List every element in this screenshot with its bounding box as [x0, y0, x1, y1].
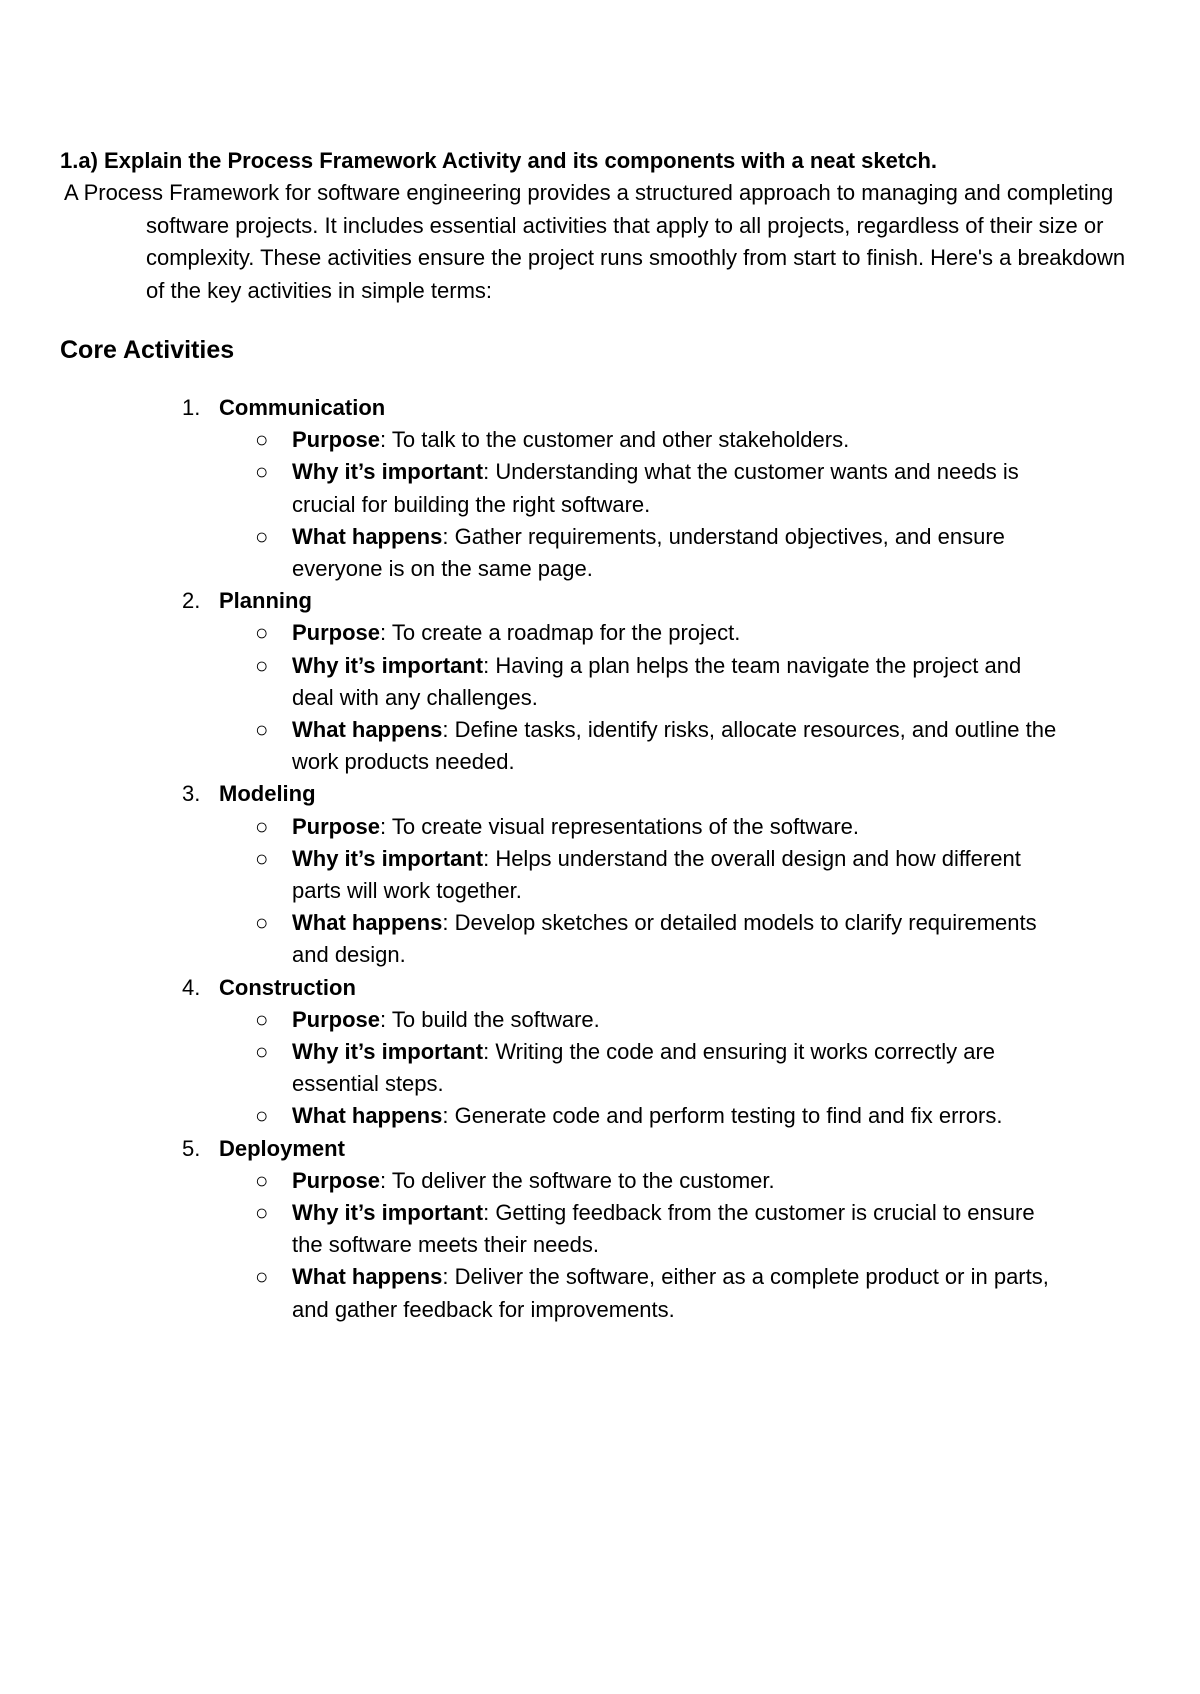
detail-item: [255, 843, 1062, 907]
hollow-circle-bullet-icon: ○: [255, 523, 269, 549]
detail-label: Purpose: [292, 427, 381, 453]
activity-title: Planning: [219, 588, 312, 614]
detail-item: [255, 1165, 1062, 1197]
detail-item: [255, 1197, 1062, 1261]
activity-title: Deployment: [219, 1135, 345, 1161]
hollow-circle-bullet-icon: ○: [255, 652, 269, 678]
activity-title: Modeling: [219, 781, 316, 807]
detail-item: [255, 1100, 1062, 1132]
detail-item: [255, 1036, 1062, 1100]
detail-text: Define tasks, identify risks, allocate resources, and outline the work products needed.: [292, 717, 1057, 775]
detail-separator: :: [380, 427, 392, 453]
hollow-circle-bullet-icon: ○: [255, 717, 269, 743]
activity-number: 3.: [182, 781, 201, 807]
detail-separator: :: [442, 523, 455, 549]
detail-text: Gather requirements, understand objectives, and ensure everyone is on the same page.: [292, 523, 1005, 582]
detail-text: To create a roadmap for the project.: [391, 620, 741, 646]
activity-details: [219, 424, 1200, 585]
intro-paragraph: A Process Framework for software engineering provides a structured approach to managing and completing software projects. It includes essential activities that apply to all projects, regardless of their size or complexity. These activities ensure the project runs smoothly from start to finish. Here's a breakdown of the key activities in simple terms:: [64, 180, 1126, 303]
hollow-circle-bullet-icon: ○: [255, 1167, 269, 1193]
activity-list: [0, 392, 1200, 1326]
hollow-circle-bullet-icon: ○: [255, 1039, 269, 1065]
activity-number: 2.: [182, 588, 201, 614]
detail-text: Helps understand the overall design and how different parts will work together.: [292, 845, 1021, 904]
hollow-circle-bullet-icon: ○: [255, 427, 269, 453]
activity-details: [219, 1165, 1200, 1326]
hollow-circle-bullet-icon: ○: [255, 459, 269, 485]
activity-item: [0, 585, 1200, 778]
activity-item: [0, 972, 1200, 1133]
hollow-circle-bullet-icon: ○: [255, 1006, 269, 1032]
detail-text: To deliver the software to the customer.: [391, 1167, 775, 1193]
detail-separator: :: [380, 620, 392, 646]
detail-item: [255, 1004, 1062, 1036]
detail-label: What happens: [292, 1264, 443, 1290]
detail-text: To talk to the customer and other stakeholders.: [391, 427, 850, 453]
hollow-circle-bullet-icon: ○: [255, 813, 269, 839]
detail-item: [255, 811, 1062, 843]
activity-title: Construction: [219, 974, 356, 1000]
detail-separator: :: [483, 652, 496, 678]
detail-separator: :: [483, 1200, 496, 1226]
hollow-circle-bullet-icon: ○: [255, 1200, 269, 1226]
detail-label: Why it’s important: [292, 1200, 484, 1226]
question-heading: 1.a) Explain the Process Framework Activity and its components with a neat sketch.: [60, 148, 938, 173]
detail-separator: :: [483, 845, 496, 871]
activity-item: [0, 1133, 1200, 1326]
detail-label: What happens: [292, 1103, 443, 1129]
hollow-circle-bullet-icon: ○: [255, 1264, 269, 1290]
detail-text: Understanding what the customer wants and needs is crucial for building the right software.: [292, 459, 1019, 517]
detail-separator: :: [442, 1103, 455, 1129]
detail-label: What happens: [292, 717, 443, 743]
detail-text: Deliver the software, either as a complete product or in parts, and gather feedback for improvements.: [292, 1264, 1049, 1322]
detail-item: [255, 424, 1062, 456]
detail-text: Writing the code and ensuring it works correctly are essential steps.: [292, 1039, 996, 1097]
detail-separator: :: [483, 1039, 496, 1065]
detail-text: Develop sketches or detailed models to clarify requirements and design.: [292, 910, 1037, 968]
detail-label: Purpose: [292, 620, 381, 646]
activity-details: [219, 811, 1200, 972]
detail-label: Purpose: [292, 1006, 381, 1032]
hollow-circle-bullet-icon: ○: [255, 1103, 269, 1129]
detail-text: To build the software.: [391, 1006, 600, 1032]
activity-details: [219, 617, 1200, 778]
detail-separator: :: [380, 813, 392, 839]
detail-label: Why it’s important: [292, 459, 484, 485]
activity-details: [219, 1004, 1200, 1133]
detail-separator: :: [380, 1167, 392, 1193]
detail-item: [255, 1261, 1062, 1325]
detail-item: [255, 650, 1062, 714]
detail-label: Why it’s important: [292, 1039, 484, 1065]
detail-label: Why it’s important: [292, 652, 484, 678]
hollow-circle-bullet-icon: ○: [255, 620, 269, 646]
detail-text: Generate code and perform testing to find and fix errors.: [454, 1103, 1003, 1129]
detail-separator: :: [380, 1006, 392, 1032]
activity-item: [0, 392, 1200, 585]
detail-item: [255, 907, 1062, 971]
detail-label: Purpose: [292, 813, 381, 839]
detail-label: Why it’s important: [292, 845, 484, 871]
detail-separator: :: [483, 459, 496, 485]
detail-text: To create visual representations of the software.: [391, 813, 859, 839]
detail-label: Purpose: [292, 1167, 381, 1193]
detail-separator: :: [442, 717, 455, 743]
detail-text: Having a plan helps the team navigate the project and deal with any challenges.: [292, 652, 1022, 710]
detail-label: What happens: [292, 910, 443, 936]
hollow-circle-bullet-icon: ○: [255, 845, 269, 871]
activity-item: [0, 778, 1200, 971]
detail-separator: :: [442, 1264, 455, 1290]
activity-title: Communication: [219, 395, 386, 420]
detail-text: Getting feedback from the customer is crucial to ensure the software meets their needs.: [292, 1200, 1035, 1258]
activity-number: 1.: [182, 395, 201, 420]
detail-label: What happens: [292, 523, 443, 549]
section-heading: Core Activities: [60, 336, 235, 364]
hollow-circle-bullet-icon: ○: [255, 910, 269, 936]
detail-item: [255, 617, 1062, 649]
activity-number: 4.: [182, 974, 201, 1000]
detail-item: [255, 456, 1062, 520]
activity-number: 5.: [182, 1135, 201, 1161]
detail-item: [255, 521, 1062, 585]
detail-separator: :: [442, 910, 455, 936]
detail-item: [255, 714, 1062, 778]
